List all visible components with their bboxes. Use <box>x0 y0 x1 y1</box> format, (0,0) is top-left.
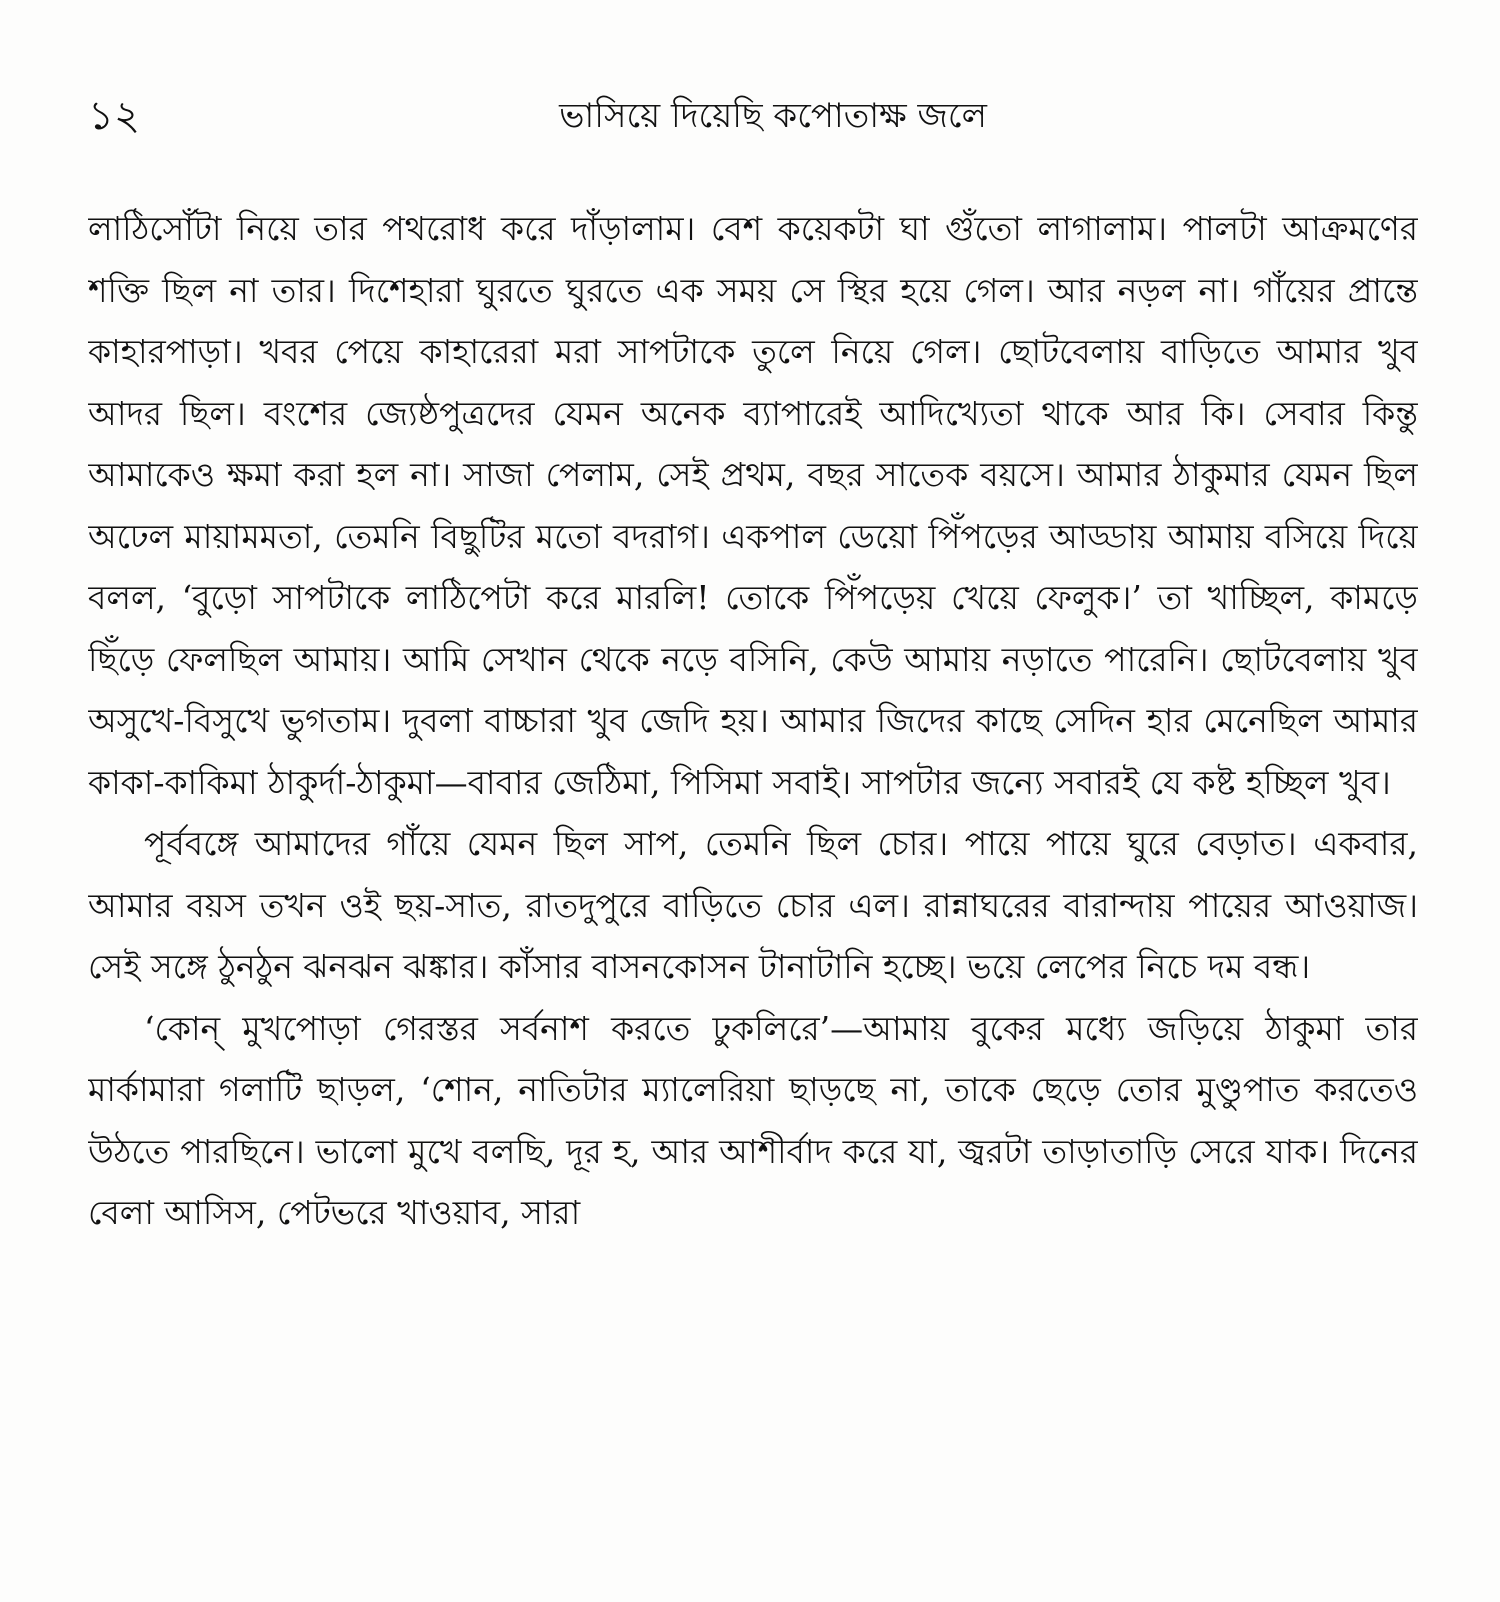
paragraph-2: পূর্ববঙ্গে আমাদের গাঁয়ে যেমন ছিল সাপ, তেমনি ছিল চোর। পায়ে পায়ে ঘুরে বেড়াত। একবার, আমার বয়স তখন ওই ছয়-সাত, রাতদুপুরে বাড়িতে চোর এল। রান্নাঘরের বারান্দায় পায়ের আওয়াজ। সেই সঙ্গে ঠুনঠুন ঝনঝন ঝঙ্কার। কাঁসার বাসনকোসন টানাটানি হচ্ছে। ভয়ে লেপের নিচে দম বন্ধ। <box>88 824 1418 986</box>
paragraph-1: লাঠিসোঁটা নিয়ে তার পথরোধ করে দাঁড়ালাম। বেশ কয়েকটা ঘা গুঁতো লাগালাম। পালটা আক্রমণের শক্তি ছিল না তার। দিশেহারা ঘুরতে ঘুরতে এক সময় সে স্থির হয়ে গেল। আর নড়ল না। গাঁয়ের প্রান্তে কাহারপাড়া। খবর পেয়ে কাহারেরা মরা সাপটাকে তুলে নিয়ে গেল। ছোটবেলায় বাড়িতে আমার খুব আদর ছিল। বংশের জ্যেষ্ঠপুত্রদের যেমন অনেক ব্যাপারেই আদিখ্যেতা থাকে আর কি। সেবার কিন্তু আমাকেও ক্ষমা করা হল না। সাজা পেলাম, সেই প্রথম, বছর সাতেক বয়সে। আমার ঠাকুমার যেমন ছিল অঢেল মায়ামমতা, তেমনি বিছুটির মতো বদরাগ। একপাল ডেয়ো পিঁপড়ের আড্ডায় আমায় বসিয়ে দিয়ে বলল, ‘বুড়ো সাপটাকে লাঠিপেটা করে মারলি! তোকে পিঁপড়েয় খেয়ে ফেলুক।’ তা খাচ্ছিল, কামড়ে ছিঁড়ে ফেলছিল আমায়। আমি সেখান থেকে নড়ে বসিনি, কেউ আমায় নড়াতে পারেনি। ছোটবেলায় খুব অসুখে-বিসুখে ভুগতাম। দুবলা বাচ্চারা খুব জেদি হয়। আমার জিদের কাছে সেদিন হার মেনেছিল আমার কাকা-কাকিমা ঠাকুর্দা-ঠাকুমা—বাবার জেঠিমা, পিসিমা সবাই। সাপটার জন্যে সবারই যে কষ্ট হচ্ছিল খুব। <box>88 209 1418 802</box>
body-text <box>88 198 1418 1568</box>
running-title: ভাসিয়ে দিয়েছি কপোতাক্ষ জলে <box>559 96 987 136</box>
page-number: ১২ <box>88 93 140 139</box>
paragraph-3: ‘কোন্ মুখপোড়া গেরস্তর সর্বনাশ করতে ঢুকলিরে’—আমায় বুকের মধ্যে জড়িয়ে ঠাকুমা তার মার্কামারা গলাটি ছাড়ল, ‘শোন, নাতিটার ম্যালেরিয়া ছাড়ছে না, তাকে ছেড়ে তোর মুণ্ডুপাত করতেও উঠতে পারছিনে। ভালো মুখে বলছি, দূর হ, আর আশীর্বাদ করে যা, জ্বরটা তাড়াতাড়ি সেরে যাক। দিনের বেলা আসিস, পেটভরে খাওয়াব, সারা <box>88 1008 1418 1232</box>
running-head <box>88 86 1418 146</box>
